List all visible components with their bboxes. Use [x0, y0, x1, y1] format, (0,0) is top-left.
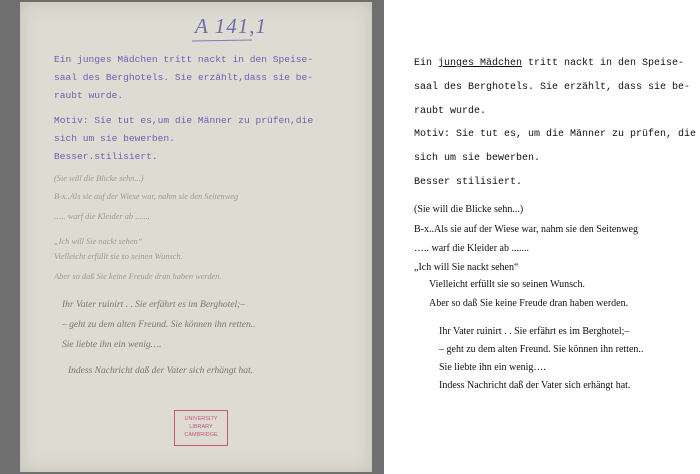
library-stamp: UNIVERSITY LIBRARY CAMBRIDGE — [174, 410, 228, 446]
typed-line: raubt wurde. — [54, 90, 124, 101]
handwritten-line: Sie liebte ihn ein wenig…. — [62, 340, 162, 350]
typed-line: Besser.stilisiert. — [54, 151, 158, 162]
typed-line: Motiv: Sie tut es,um die Männer zu prüfen,die — [54, 115, 314, 126]
typed-line: Besser stilisiert. — [414, 177, 523, 188]
typed-line: sich um sie bewerben. — [414, 153, 541, 164]
handwritten-line: Aber so daß Sie keine Freude dran haben werden. — [54, 272, 222, 281]
signature-underline — [192, 39, 252, 41]
signature-mark: A 141,1 — [195, 14, 267, 38]
handwritten-transcript-line: B-x..Als sie auf der Wiese war, nahm sie den Seitenweg — [414, 224, 638, 235]
handwritten-line: ….. warf die Kleider ab ....... — [54, 212, 150, 221]
handwritten-transcript-line: Aber so daß Sie keine Freude dran haben werden. — [429, 298, 629, 309]
typed-line: Motiv: Sie tut es, um die Männer zu prüfen, die — [414, 129, 697, 140]
typed-line: saal des Berghotels. Sie erzählt, dass sie be- — [414, 82, 691, 93]
handwritten-transcript-line: ….. warf die Kleider ab ....... — [414, 243, 529, 254]
typed-line: raubt wurde. — [414, 106, 487, 117]
handwritten-transcript-line: (Sie will die Blicke sehn...) — [414, 204, 524, 215]
handwritten-line: Ihr Vater ruinirt . . Sie erfährt es im Berghotel;– — [62, 300, 246, 310]
handwritten-transcript-line: – geht zu dem alten Freund. Sie können ihn retten.. — [439, 344, 644, 355]
handwritten-line: (Sie will die Blicke sehn...) — [54, 174, 144, 183]
underlined-phrase: junges Mädchen — [438, 58, 523, 69]
typed-line: sich um sie bewerben. — [54, 133, 175, 144]
handwritten-line: – geht zu dem alten Freund. Sie können ihn retten.. — [62, 320, 256, 330]
handwritten-transcript-line: Ihr Vater ruinirt . . Sie erfährt es im Berghotel;– — [439, 326, 630, 337]
handwritten-line: Vielleicht erfüllt sie so seinen Wunsch. — [54, 252, 183, 261]
manuscript-page-image — [20, 2, 372, 472]
handwritten-line: „Ich will Sie nackt sehen“ — [54, 237, 143, 246]
typed-line: saal des Berghotels. Sie erzählt,dass sie be- — [54, 72, 314, 83]
handwritten-transcript-line: Indess Nachricht daß der Vater sich erhängt hat. — [439, 380, 631, 391]
handwritten-transcript-line: „Ich will Sie nackt sehen“ — [414, 262, 519, 273]
handwritten-transcript-line: Vielleicht erfüllt sie so seinen Wunsch. — [429, 279, 585, 290]
transcription-panel — [384, 0, 700, 474]
typed-line: Ein junges Mädchen tritt nackt in den Speise- — [414, 58, 685, 69]
typed-line: Ein junges Mädchen tritt nackt in den Speise- — [54, 54, 314, 65]
handwritten-line: B-x..Als sie auf der Wiese war, nahm sie den Seitenweg — [54, 192, 239, 201]
handwritten-transcript-line: Sie liebte ihn ein wenig…. — [439, 362, 546, 373]
handwritten-line: Indess Nachricht daß der Vater sich erhängt hat. — [68, 366, 254, 376]
